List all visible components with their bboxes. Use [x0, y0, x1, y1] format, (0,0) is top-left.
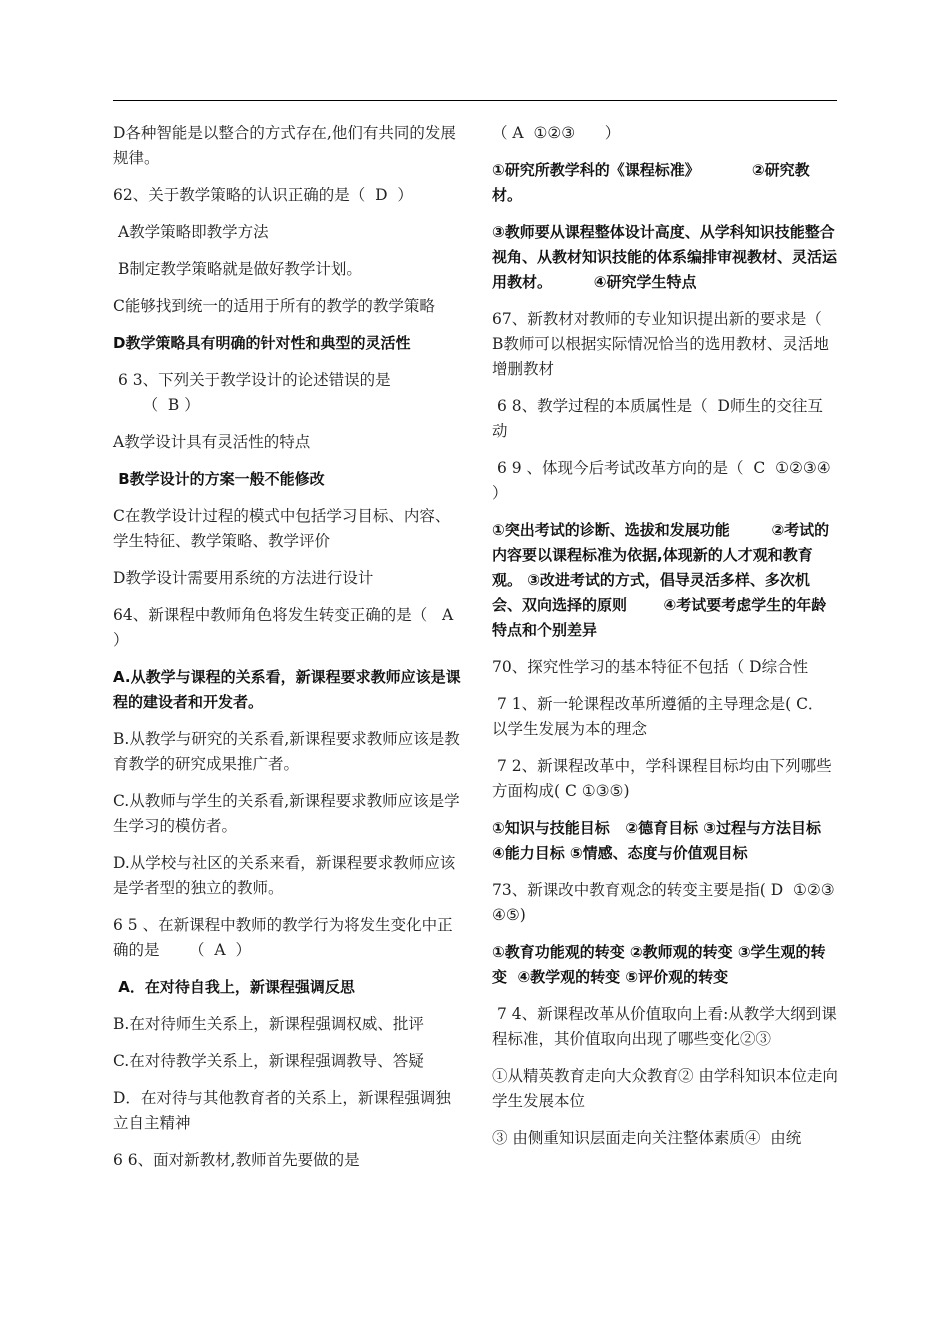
right-column	[492, 121, 838, 1163]
left-column	[113, 121, 468, 1185]
question-72: 7 2、新课程改革中，学科课程目标均由下列哪些方面构成( C ①③⑤)	[492, 757, 832, 800]
question-69: 6 9 、体现今后考试改革方向的是（ C ①②③④ ）	[492, 459, 836, 502]
option-d: D．在对待与其他教育者的关系上，新课程强调独立自主精神	[113, 1089, 451, 1132]
paragraph: D各种智能是以整合的方式存在,他们有共同的发展规律。	[113, 124, 456, 167]
question-71: 7 1、新一轮课程改革所遵循的主导理念是( C．以学生发展为本的理念	[492, 695, 824, 738]
answer-item: ③教师要从课程整体设计高度、从学科知识技能整合视角、从教材知识技能的体系编排审视教材、灵活运用教材。 ④研究学生特点	[492, 223, 838, 291]
answer-items: ①突出考试的诊断、选拔和发展功能 ②考试的内容要以课程标准为依据,体现新的人才观和教育观。 ③改进考试的方式，倡导灵活多样、多次机会、双向选择的原则 ④考试要考虑学生的年龄特点和个别差异	[492, 521, 830, 639]
question-63: 6 3、下列关于教学设计的论述错误的是 （ B ）	[117, 371, 391, 414]
option-b: B.在对待师生关系上，新课程强调权威、批评	[113, 1015, 424, 1033]
option-b: B.从教学与研究的关系看,新课程要求教师应该是教育教学的研究成果推广者。	[113, 730, 460, 773]
option-c: C在教学设计过程的模式中包括学习目标、内容、学生特征、教学策略、教学评价	[113, 507, 451, 550]
question-73: 73、新课改中教育观念的转变主要是指( D ①②③④⑤)	[492, 881, 835, 924]
answer-option-a: A．在对待自我上，新课程强调反思	[113, 978, 355, 996]
header-rule	[113, 100, 837, 101]
answer-item: ③ 由侧重知识层面走向关注整体素质④ 由统	[492, 1129, 802, 1147]
question-66: 6 6、面对新教材,教师首先要做的是	[113, 1151, 360, 1169]
answer-item: ①从精英教育走向大众教育② 由学科知识本位走向学生发展本位	[492, 1067, 838, 1110]
option-c: C.从教师与学生的关系看,新课程要求教师应该是学生学习的模仿者。	[113, 792, 460, 835]
question-68: 6 8、教学过程的本质属性是（ D师生的交往互动	[492, 397, 823, 440]
question-62: 62、关于教学策略的认识正确的是（ D ）	[113, 186, 413, 204]
answer-66: （ A ①②③ ）	[492, 124, 621, 142]
question-64: 64、新课程中教师角色将发生转变正确的是（ A ）	[113, 606, 468, 649]
question-65: 6 5 、在新课程中教师的教学行为将发生变化中正确的是 （ A ）	[113, 916, 453, 959]
option-d: D教学设计需要用系统的方法进行设计	[113, 569, 374, 587]
option-d: D.从学校与社区的关系来看，新课程要求教师应该是学者型的独立的教师。	[113, 854, 456, 897]
option-a: A教学设计具有灵活性的特点	[113, 433, 311, 451]
answer-items: ①知识与技能目标 ②德育目标 ③过程与方法目标 ④能力目标 ⑤情感、态度与价值观目标	[492, 819, 827, 862]
question-70: 70、探究性学习的基本特征不包括（ D综合性	[492, 658, 809, 676]
answer-option-b: B教学设计的方案一般不能修改	[113, 470, 325, 488]
option-c: C能够找到统一的适用于所有的教学的教学策略	[113, 297, 435, 315]
answer-item: ①研究所教学科的《课程标准》 ②研究教材。	[492, 161, 810, 204]
option-b: B制定教学策略就是做好教学计划。	[113, 260, 362, 278]
option-a: A教学策略即教学方法	[113, 223, 269, 241]
answer-option-d: D教学策略具有明确的针对性和典型的灵活性	[113, 334, 411, 352]
answer-items: ①教育功能观的转变 ②教师观的转变 ③学生观的转变 ④教学观的转变 ⑤评价观的转变	[492, 943, 826, 986]
option-c: C.在对待教学关系上，新课程强调教导、答疑	[113, 1052, 424, 1070]
question-67: 67、新教材对教师的专业知识提出新的要求是（ B教师可以根据实际情况恰当的选用教材、灵活地增删教材	[492, 310, 832, 378]
question-74: 7 4、新课程改革从价值取向上看:从教学大纲到课程标准，其价值取向出现了哪些变化②③	[492, 1005, 837, 1048]
answer-option-a: A.从教学与课程的关系看，新课程要求教师应该是课程的建设者和开发者。	[113, 668, 461, 711]
